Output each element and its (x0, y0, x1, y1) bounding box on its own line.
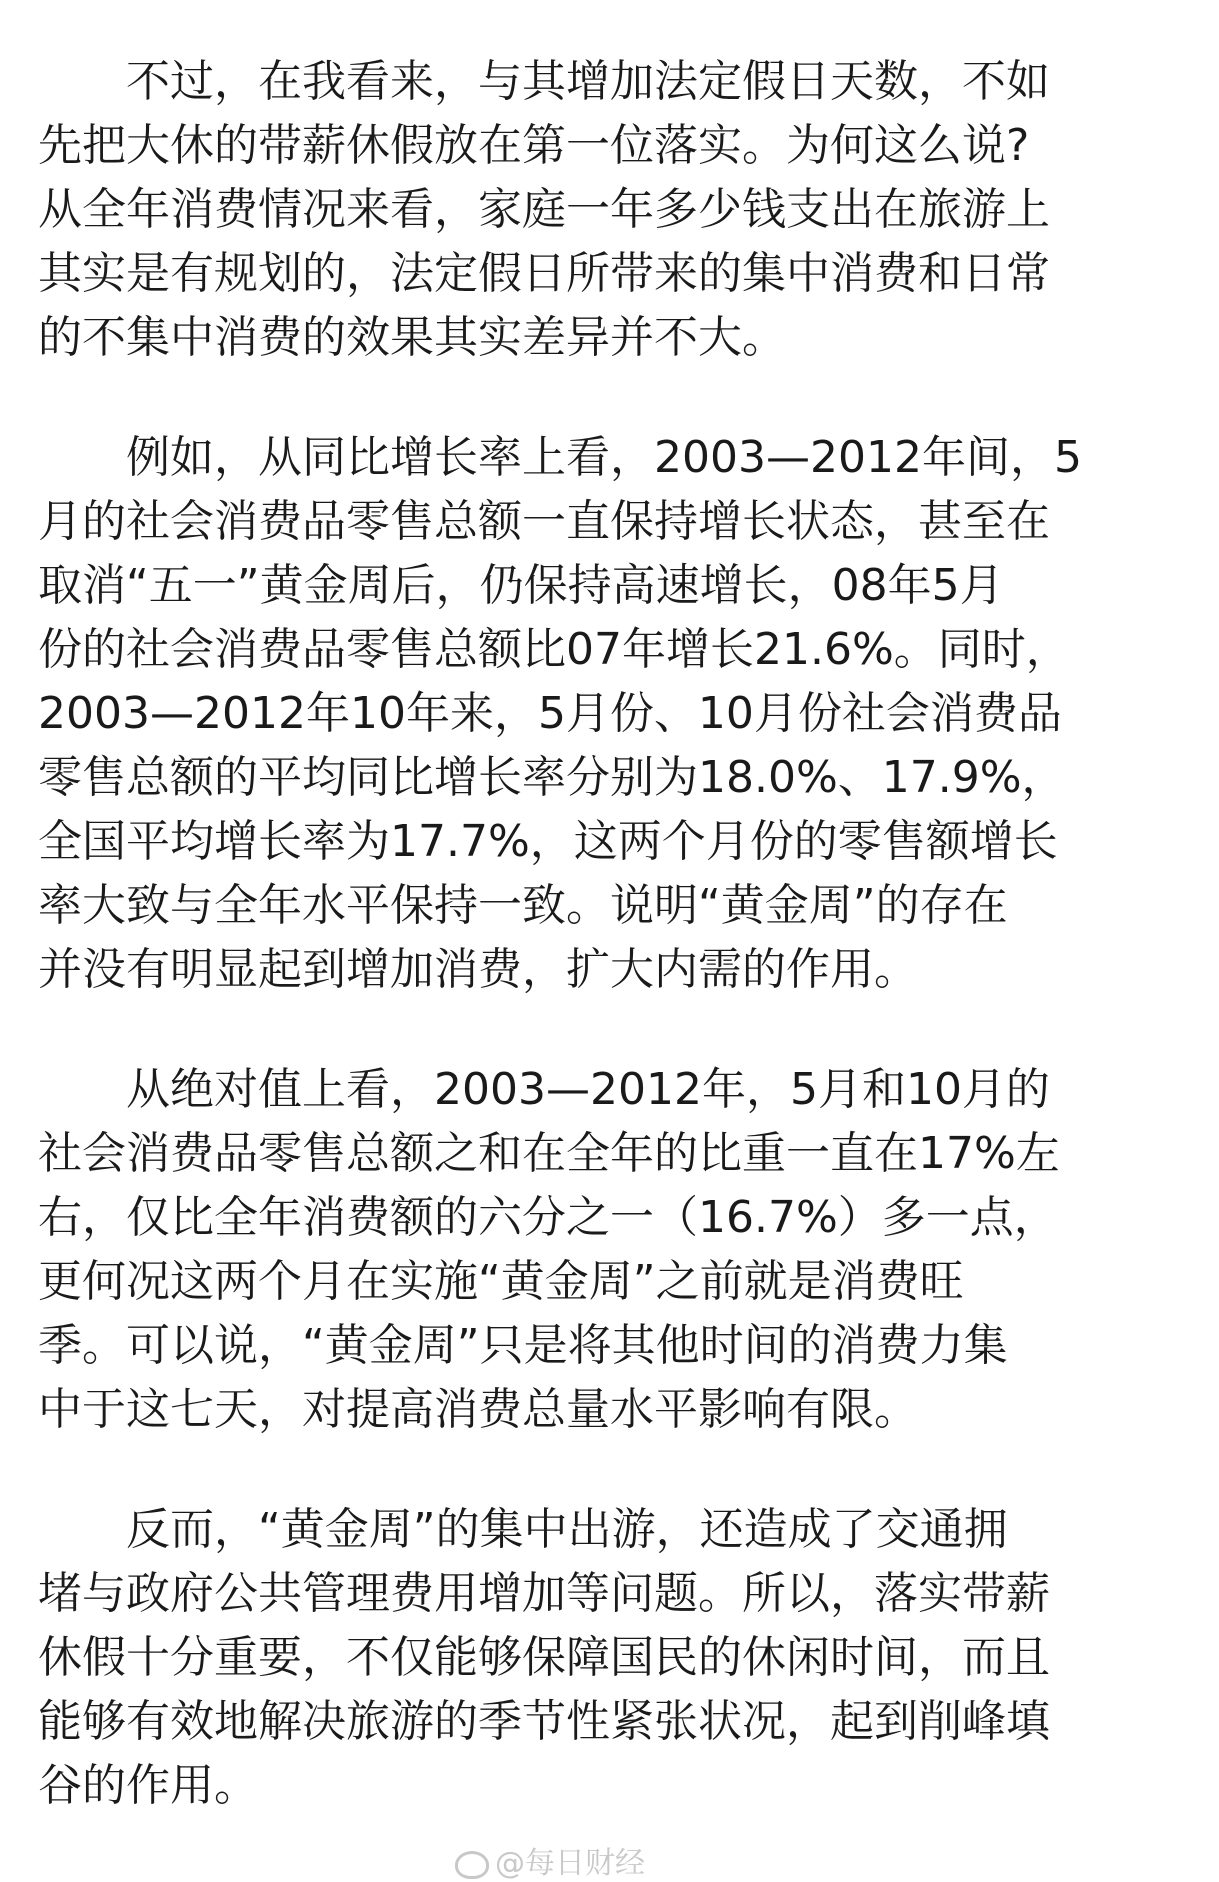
text-line: 更何况这两个月在实施“黄金周”之前就是消费旺 (38, 1256, 964, 1307)
text-line: 堵与政府公共管理费用增加等问题。所以，落实带薪 (38, 1568, 1050, 1619)
text-line: 其实是有规划的，法定假日所带来的集中消费和日常 (38, 248, 1050, 299)
text-line: 2003—2012年10年来，5月份、10月份社会消费品 (38, 688, 1062, 739)
text-line: 右，仅比全年消费额的六分之一（16.7%）多一点， (38, 1192, 1058, 1243)
paragraph-1 (38, 50, 1188, 370)
text-line: 例如，从同比增长率上看，2003—2012年间，5 (126, 432, 1082, 483)
paragraph-3 (38, 1058, 1188, 1442)
text-line: 不过，在我看来，与其增加法定假日天数，不如 (126, 56, 1050, 107)
paragraph-2 (38, 426, 1188, 1002)
paragraph-spacer (38, 1002, 1188, 1058)
text-line: 谷的作用。 (38, 1760, 258, 1811)
source-watermark (455, 1838, 645, 1882)
text-line: 并没有明显起到增加消费，扩大内需的作用。 (38, 944, 918, 995)
text-line: 的不集中消费的效果其实差异并不大。 (38, 312, 786, 363)
text-line: 月的社会消费品零售总额一直保持增长状态，甚至在 (38, 496, 1050, 547)
text-line: 从绝对值上看，2003—2012年，5月和10月的 (126, 1064, 1050, 1115)
paragraph-4 (38, 1498, 1188, 1818)
paragraph-spacer (38, 370, 1188, 426)
text-line: 能够有效地解决旅游的季节性紧张状况，起到削峰填 (38, 1696, 1050, 1747)
text-line: 休假十分重要，不仅能够保障国民的休闲时间，而且 (38, 1632, 1050, 1683)
text-line: 零售总额的平均同比增长率分别为18.0%、17.9%， (38, 752, 1066, 803)
text-line: 先把大休的带薪休假放在第一位落实。为何这么说? (38, 120, 1030, 171)
text-line: 季。可以说，“黄金周”只是将其他时间的消费力集 (38, 1320, 1008, 1371)
weibo-icon (455, 1851, 489, 1879)
text-line: 反而，“黄金周”的集中出游，还造成了交通拥 (126, 1504, 1008, 1555)
text-line: 中于这七天，对提高消费总量水平影响有限。 (38, 1384, 918, 1435)
article-body (38, 50, 1188, 1818)
text-line: 社会消费品零售总额之和在全年的比重一直在17%左 (38, 1128, 1060, 1179)
text-line: 份的社会消费品零售总额比07年增长21.6%。同时， (38, 624, 1070, 675)
watermark-text: @每日财经 (495, 1846, 645, 1881)
text-line: 取消“五一”黄金周后，仍保持高速增长，08年5月 (38, 560, 1004, 611)
text-line: 从全年消费情况来看，家庭一年多少钱支出在旅游上 (38, 184, 1050, 235)
paragraph-spacer (38, 1442, 1188, 1498)
text-line: 率大致与全年水平保持一致。说明“黄金周”的存在 (38, 880, 1008, 931)
text-line: 全国平均增长率为17.7%，这两个月份的零售额增长 (38, 816, 1058, 867)
